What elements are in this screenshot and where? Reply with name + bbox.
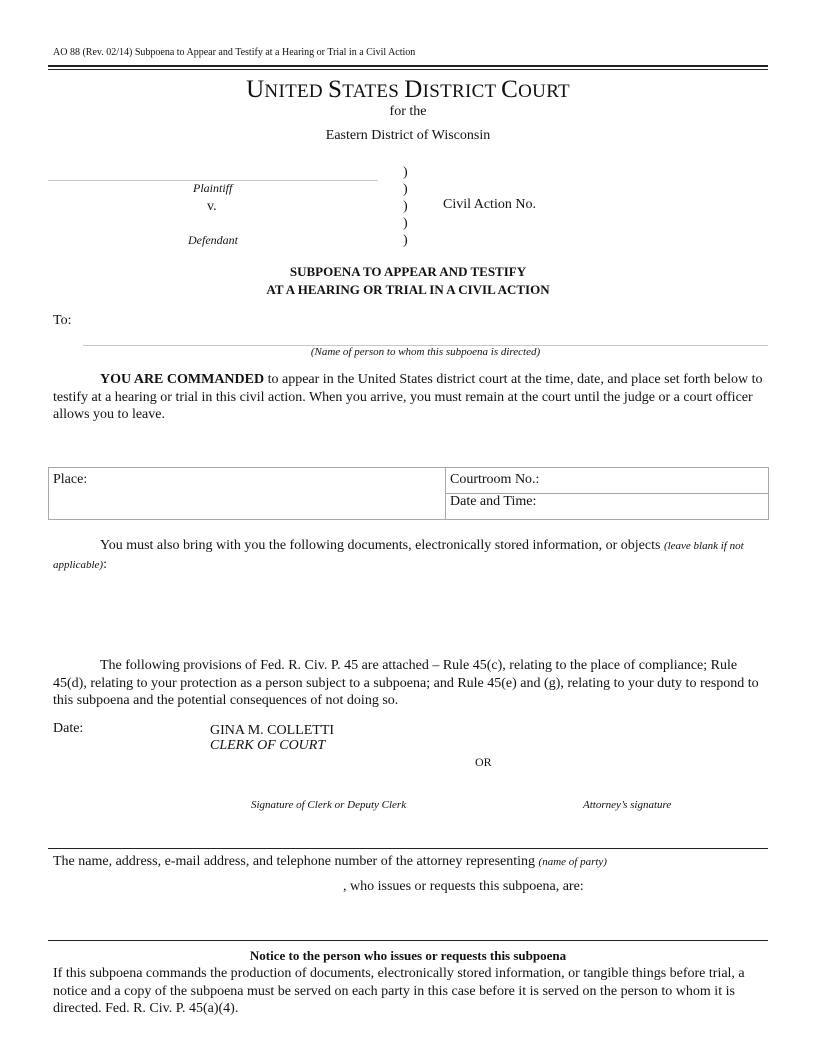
paren: ) — [403, 165, 408, 180]
subpoena-title-line-1: SUBPOENA TO APPEAR AND TESTIFY — [289, 264, 527, 279]
court-title-rest-court: OURT — [518, 81, 570, 102]
versus-label: v. — [207, 199, 217, 214]
issues-requests-line: , who issues or requests this subpoena, are: — [343, 879, 584, 894]
recipient-caption: (Name of person to whom this subpoena is directed) — [310, 346, 541, 358]
court-title-rest-united: NITED — [264, 81, 328, 102]
court-title-cap-s: S — [327, 76, 343, 103]
header-rule-thick — [48, 65, 768, 67]
court-title-cap-u: U — [246, 76, 265, 103]
court-title — [0, 76, 816, 104]
notice-body: If this subpoena commands the production of documents, electronically stored information, or tangible things before trial, a notice and a copy of the subpoena must be served on each party in this case before it is served on the person to whom it is directed. Fed. R. Civ. P. 45(a)(4). — [53, 966, 745, 1016]
documents-tail: : — [103, 556, 107, 572]
civil-action-number-label: Civil Action No. — [443, 197, 536, 212]
section-rule — [48, 848, 768, 849]
header-rule-thin — [48, 69, 768, 70]
command-paragraph — [53, 371, 766, 424]
date-time-label: Date and Time: — [450, 494, 537, 509]
to-label: To: — [53, 313, 72, 328]
paren: ) — [403, 182, 408, 197]
attorney-info-text: The name, address, e-mail address, and telephone number of the attorney representing — [53, 854, 539, 869]
caption-parentheses — [403, 164, 408, 249]
subpoena-title-line-2: AT A HEARING OR TRIAL IN A CIVIL ACTION — [266, 282, 550, 297]
command-text: to appear in the United States district court at the time, date, and place set forth below to testify at a hearing or trial in this civil action. When you arrive, you must remain at the court until the judge or a court officer allows you to leave. — [53, 372, 763, 422]
place-label: Place: — [53, 472, 88, 487]
date-label: Date: — [53, 721, 84, 736]
clerk-title: CLERK OF COURT — [210, 738, 326, 753]
command-bold: YOU ARE COMMANDED — [100, 372, 265, 387]
paren: ) — [403, 199, 408, 214]
defendant-label: Defendant — [188, 233, 238, 247]
documents-text: You must also bring with you the following documents, electronically stored information, or objects — [100, 538, 664, 553]
documents-note: (leave blank if not applicable) — [53, 540, 744, 571]
place-table — [48, 467, 769, 520]
provisions-paragraph: The following provisions of Fed. R. Civ. P. 45 are attached – Rule 45(c), relating to the place of compliance; Rule 45(d), relating to your protection as a person subject to a subpoena; and Rule 45(e) and (g), relating to your duty to respond to this subpoena and the potential consequences of not doing so. — [53, 658, 759, 708]
or-label: OR — [475, 755, 492, 769]
plaintiff-label: Plaintiff — [193, 181, 233, 195]
for-the-label: for the — [389, 104, 427, 119]
courtroom-number-label: Courtroom No.: — [450, 472, 540, 487]
documents-paragraph — [53, 537, 766, 574]
court-title-rest-district: ISTRICT — [422, 81, 502, 102]
district-name: Eastern District of Wisconsin — [325, 128, 491, 143]
form-identifier: AO 88 (Rev. 02/14) Subpoena to Appear and Testify at a Hearing or Trial in a Civil Action — [53, 47, 416, 58]
court-title-rest-states: TATES — [342, 81, 405, 102]
attorney-signature-label: Attorney’s signature — [583, 799, 672, 811]
paren: ) — [403, 233, 408, 248]
court-title-cap-d: D — [404, 76, 423, 103]
paren: ) — [403, 216, 408, 231]
clerk-signature-label: Signature of Clerk or Deputy Clerk — [251, 799, 407, 811]
clerk-name: GINA M. COLLETTI — [210, 723, 335, 738]
attorney-info-line — [53, 854, 607, 870]
notice-title: Notice to the person who issues or requests this subpoena — [249, 948, 567, 963]
notice-rule — [48, 940, 768, 941]
court-title-cap-c: C — [501, 76, 519, 103]
party-name-note: (name of party) — [538, 856, 607, 868]
subpoena-title — [0, 263, 816, 299]
